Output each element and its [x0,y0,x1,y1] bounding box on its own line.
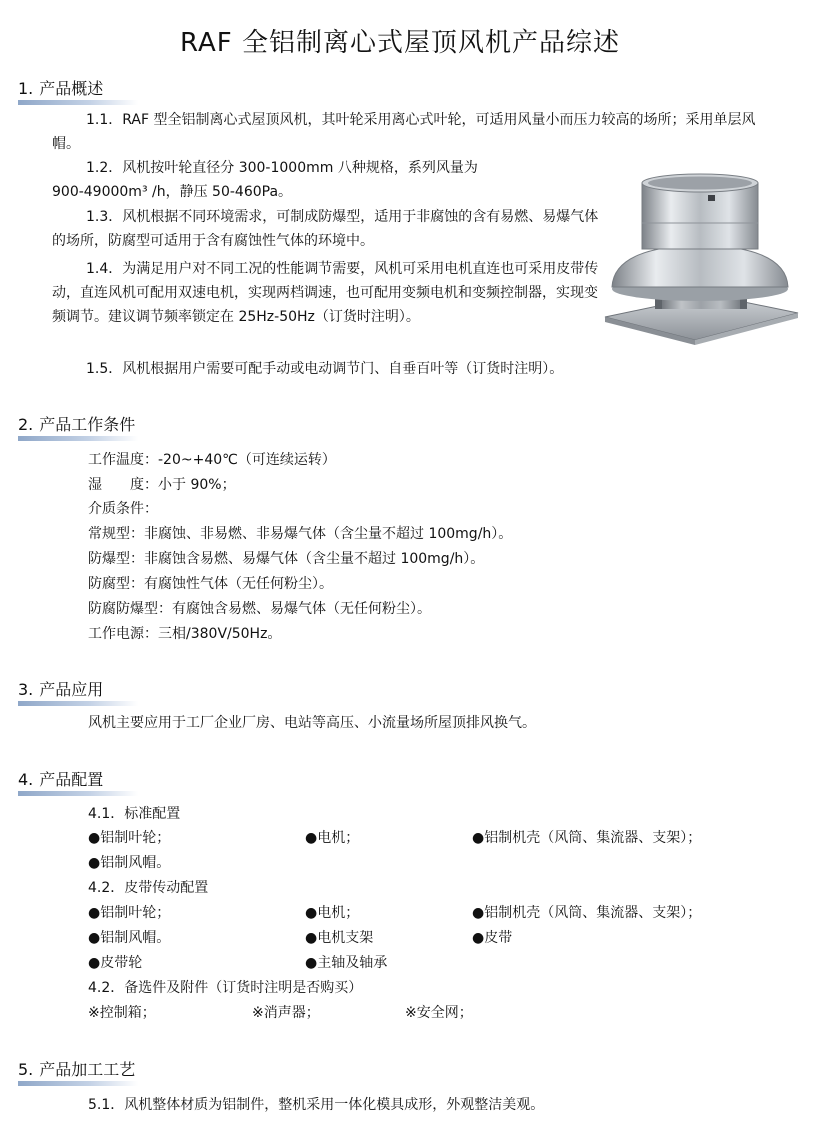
option-item: ※安全网； [405,1005,473,1021]
condition-line: 防腐型：有腐蚀性气体（无任何粉尘）。 [88,576,333,592]
section-1-heading [18,78,103,102]
section-4-title: 产品配置 [39,770,104,789]
section-2-title: 产品工作条件 [39,415,136,434]
section-1-underline [18,100,138,105]
condition-line: 工作电源：三相/380V/50Hz。 [88,626,282,642]
application-text: 风机主要应用于工厂企业厂房、电站等高压、小流量场所屋顶排风换气。 [88,715,536,731]
condition-line: 湿 度：小于 90%； [88,477,236,493]
section-2-underline [18,436,138,441]
section-4-underline [18,791,138,796]
section-4-heading [18,769,103,793]
section-5-title: 产品加工工艺 [39,1060,136,1079]
config-subheading: 4.2．皮带传动配置 [88,880,209,896]
config-item: ●电机支架 [305,930,374,946]
config-item: ●电机； [305,905,360,921]
config-item: ●铝制机壳（风筒、集流器、支架）； [472,905,702,921]
section-2-number: 2. [18,415,34,434]
config-item: ●铝制风帽。 [88,855,171,871]
section-1-title: 产品概述 [39,79,104,98]
config-item: ●铝制叶轮； [88,905,171,921]
condition-line: 工作温度：-20~+40℃（可连续运转） [88,452,336,468]
config-item: ●电机； [305,830,360,846]
section-1-number: 1. [18,79,34,98]
config-item: ●皮带轮 [88,955,143,971]
para-1-1: 1.1．RAF 型全铝制离心式屋顶风机，其叶轮采用离心式叶轮，可适用风量小而压力较高的场所；采用单层风帽。 [52,112,756,152]
section-3-number: 3. [18,680,34,699]
section-4-number: 4. [18,770,34,789]
condition-line: 防爆型：非腐蚀含易燃、易爆气体（含尘量不超过 100mg/h）。 [88,551,485,567]
section-3-underline [18,701,138,706]
section-2-heading [18,414,135,438]
roof-fan-product-image [600,165,800,350]
config-item: ●铝制叶轮； [88,830,171,846]
section-5-heading [18,1059,135,1083]
para-1-5: 1.5．风机根据用户需要可配手动或电动调节门、自垂百叶等（订货时注明）。 [86,361,564,377]
condition-line: 介质条件： [88,501,158,517]
section-3-heading [18,679,103,703]
page-title: RAF 全铝制离心式屋顶风机产品综述 [179,28,621,58]
option-item: ※消声器； [252,1005,320,1021]
condition-line: 常规型：非腐蚀、非易燃、非易爆气体（含尘量不超过 100mg/h）。 [88,526,513,542]
section-3-title: 产品应用 [39,680,104,699]
section-5-number: 5. [18,1060,34,1079]
condition-line: 防腐防爆型：有腐蚀含易燃、易爆气体（无任何粉尘）。 [88,601,431,617]
section-5-underline [18,1081,138,1086]
para-1-3: 1.3．风机根据不同环境需求，可制成防爆型，适用于非腐蚀的含有易燃、易爆气体的场所，防腐型可适用于含有腐蚀性气体的环境中。 [52,209,599,249]
option-item: ※控制箱； [88,1005,156,1021]
process-text: 5.1．风机整体材质为铝制件，整机采用一体化模具成形，外观整洁美观。 [88,1097,545,1113]
config-item: ●皮带 [472,930,513,946]
config-item: ●主轴及轴承 [305,955,388,971]
config-item: ●铝制机壳（风筒、集流器、支架）； [472,830,702,846]
config-subheading: 4.1．标准配置 [88,806,181,822]
config-item: ●铝制风帽。 [88,930,171,946]
config-subheading: 4.2．备选件及附件（订货时注明是否购买） [88,980,363,996]
para-1-2: 1.2．风机按叶轮直径分 300-1000mm 八种规格，系列风量为 900-49000m³ /h，静压 50-460Pa。 [52,160,478,200]
para-1-4: 1.4．为满足用户对不同工况的性能调节需要，风机可采用电机直连也可采用皮带传动，直连风机可配用双速电机，实现两档调速，也可配用变频电机和变频控制器，实现变频调节。建议调节频率锁定在 25Hz-50Hz（订货时注明）。 [52,261,599,325]
